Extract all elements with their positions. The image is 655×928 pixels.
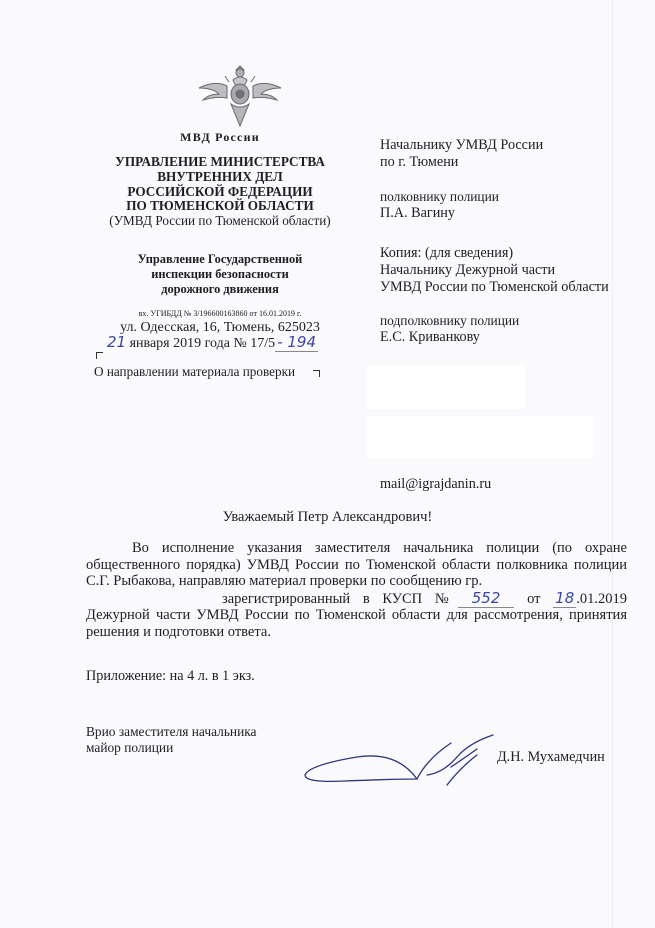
recipient-line: по г. Тюмени: [380, 154, 459, 170]
signatory-title-line: Врио заместителя начальника: [86, 724, 257, 739]
org-abbreviation: (УМВД России по Тюменской области): [109, 213, 331, 229]
recipient-line: УМВД России по Тюменской области: [380, 279, 609, 295]
incoming-reference: вх. УГИБДД № 3/196600163860 от 16.01.2019 г.: [138, 309, 302, 318]
letter-greeting: Уважаемый Петр Александрович!: [222, 509, 433, 525]
letter-body: [86, 540, 627, 641]
recipient-email: mail@igrajdanin.ru: [380, 476, 492, 492]
subject-bracket-right: [313, 370, 320, 377]
department-line: Управление Государственной: [137, 252, 303, 266]
body-paragraph: Дежурной части УМВД России по Тюменской области для рассмотрения, принятия решения и подготовки ответа.: [86, 607, 627, 640]
recipient-line: Начальнику УМВД России: [380, 137, 544, 153]
recipient-name: П.А. Вагину: [380, 205, 455, 221]
recipient-copy: [380, 245, 609, 346]
handwritten-kusp-number: 552: [458, 589, 515, 608]
kusp-date-rest: .01.2019: [576, 590, 627, 607]
department-name: [80, 252, 360, 297]
handwritten-kusp-day: 18: [555, 588, 575, 607]
subject-bracket-left: [96, 352, 103, 359]
signatory-title-line: майор полиции: [86, 740, 174, 755]
redacted-block: [367, 365, 525, 409]
recipient-name: Е.С. Криванкову: [380, 329, 480, 345]
handwritten-date-day: 21: [107, 333, 127, 351]
signatory-title: [86, 724, 257, 756]
recipient-rank: подполковнику полиции: [380, 313, 520, 328]
org-full-name: [80, 155, 360, 229]
recipient-line: Начальнику Дежурной части: [380, 262, 556, 278]
kusp-from: от: [514, 590, 554, 607]
signatory-name: Д.Н. Мухамедчин: [497, 749, 605, 765]
handwritten-outgoing-number: - 194: [277, 333, 316, 351]
recipient-rank: полковнику полиции: [380, 189, 499, 204]
copy-label: Копия: (для сведения): [380, 245, 514, 261]
org-full-line: РОССИЙСКОЙ ФЕДЕРАЦИИ: [127, 183, 313, 199]
org-full-line: УПРАВЛЕНИЕ МИНИСТЕРСТВА: [115, 154, 325, 169]
mvd-emblem-icon: [197, 62, 283, 130]
department-line: инспекции безопасности: [151, 267, 289, 281]
outgoing-date-number: [107, 333, 318, 352]
org-short-name: МВД России: [180, 130, 260, 144]
org-full-line: ВНУТРЕННИХ ДЕЛ: [157, 168, 283, 184]
kusp-prefix: зарегистрированный в КУСП №: [222, 590, 458, 607]
department-line: дорожного движения: [161, 282, 279, 296]
org-full-line: ПО ТЮМЕНСКОЙ ОБЛАСТИ: [126, 198, 314, 214]
org-address: ул. Одесская, 16, Тюмень, 625023: [120, 320, 320, 335]
kusp-line: [86, 590, 627, 608]
letter-subject: О направлении материала проверки: [94, 364, 296, 379]
handwritten-signature: [303, 705, 503, 790]
date-rest: января 2019 года № 17/5: [126, 336, 276, 351]
recipient-primary: [380, 137, 543, 222]
body-paragraph: Во исполнение указания заместителя начальника полиции (по охране общественного порядка) УМВД России по Тюменской области полковника полиции С.Г. Рыбакова, направляю материал проверки по сообщению гр.: [86, 540, 627, 590]
redacted-block: [367, 416, 594, 458]
attachment-note: Приложение: на 4 л. в 1 экз.: [86, 668, 255, 684]
scan-edge-line: [612, 0, 613, 928]
